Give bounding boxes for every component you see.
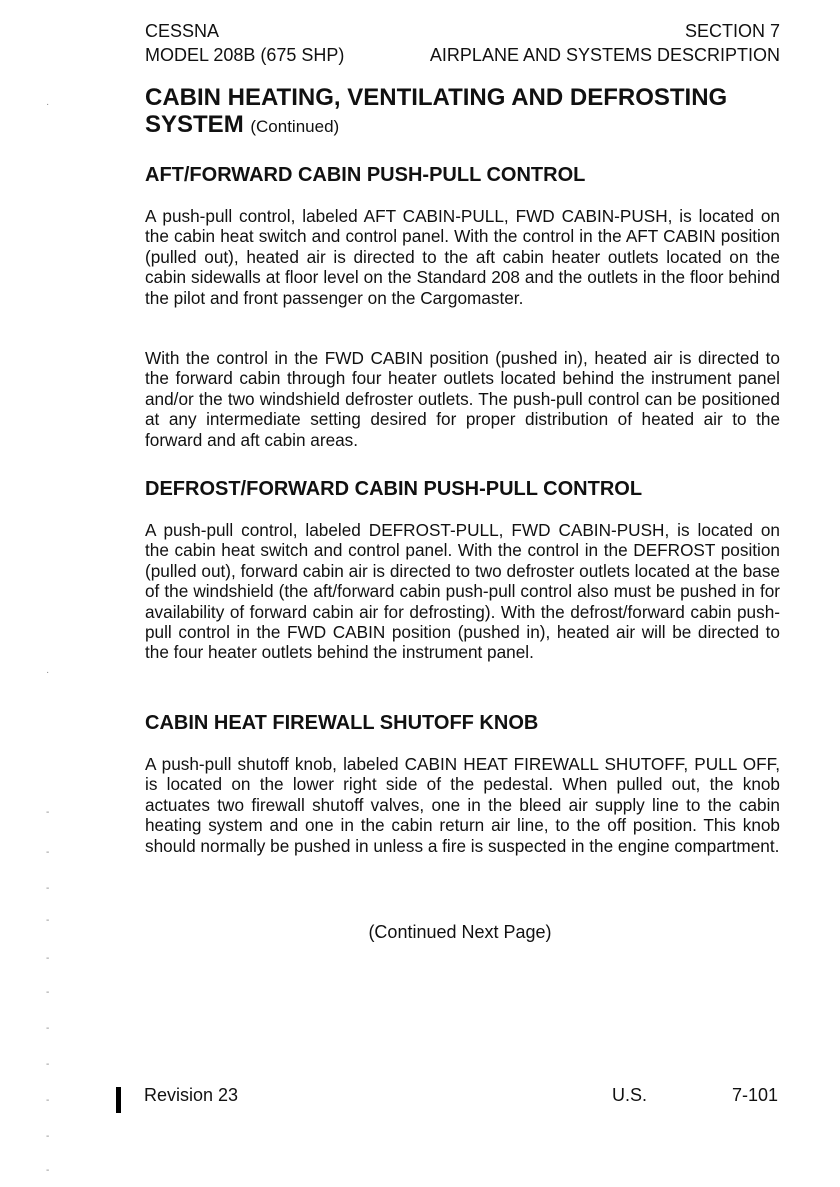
scan-artifact: -	[46, 883, 50, 894]
scan-artifact: ·	[46, 99, 50, 110]
section-heading-defrost-forward: DEFROST/FORWARD CABIN PUSH-PULL CONTROL	[145, 478, 643, 500]
revision-label: Revision 23	[144, 1085, 239, 1105]
page-number: 7-101	[732, 1085, 779, 1105]
page-title	[145, 84, 785, 140]
model-label: MODEL 208B (675 SHP)	[145, 45, 345, 65]
scan-artifact: -	[46, 953, 50, 964]
manufacturer-label: CESSNA	[145, 21, 220, 41]
section-heading-firewall-shutoff: CABIN HEAT FIREWALL SHUTOFF KNOB	[145, 712, 539, 734]
scan-artifact: -	[46, 847, 50, 858]
scan-artifact: -	[46, 1131, 50, 1142]
scan-artifact: -	[46, 987, 50, 998]
scan-artifact: ·	[46, 667, 50, 678]
section-heading-aft-forward: AFT/FORWARD CABIN PUSH-PULL CONTROL	[145, 164, 586, 186]
page-title-word: SYSTEM	[145, 111, 244, 138]
scan-artifact: -	[46, 807, 50, 818]
continued-next-page: (Continued Next Page)	[368, 922, 552, 942]
region-label: U.S.	[612, 1085, 648, 1105]
scan-artifact: -	[46, 1023, 50, 1034]
continued-note: (Continued)	[250, 117, 340, 136]
scan-artifact: -	[46, 915, 50, 926]
scan-artifact: -	[46, 1165, 50, 1176]
page-title-line-1: CABIN HEATING, VENTILATING AND DEFROSTING	[145, 84, 728, 111]
paragraph-aft-forward-1: A push-pull control, labeled AFT CABIN-PULL, FWD CABIN-PUSH, is located on the cabin heat switch and control panel. With the control in the AFT CABIN position (pulled out), heated air is directed to the aft cabin heater outlets located on the cabin sidewalls at floor level on the Standard 208 and the outlets in the floor behind the pilot and front passenger on the Cargomaster.	[145, 206, 780, 308]
scan-artifact: -	[46, 1095, 50, 1106]
section-title-label: AIRPLANE AND SYSTEMS DESCRIPTION	[429, 45, 780, 65]
paragraph-firewall-shutoff-1: A push-pull shutoff knob, labeled CABIN HEAT FIREWALL SHUTOFF, PULL OFF, is located on the lower right side of the pedestal. When pulled out, the knob actuates two firewall shutoff valves, one in the bleed air supply line to the cabin heating system and one in the cabin return air line, to the off position. This knob should normally be pushed in unless a fire is suspected in the engine compartment.	[145, 754, 780, 856]
scan-artifact: -	[46, 1059, 50, 1070]
paragraph-aft-forward-2: With the control in the FWD CABIN position (pushed in), heated air is directed to the forward cabin through four heater outlets located behind the instrument panel and/or the two windshield defroster outlets. The push-pull control can be positioned at any intermediate setting desired for proper distribution of heated air to the forward and aft cabin areas.	[145, 348, 780, 450]
page-title-line-2	[145, 111, 785, 140]
revision-bar	[116, 1087, 121, 1113]
section-label: SECTION 7	[684, 21, 780, 41]
paragraph-defrost-forward-1: A push-pull control, labeled DEFROST-PULL, FWD CABIN-PUSH, is located on the cabin heat switch and control panel. With the control in the DEFROST position (pulled out), forward cabin air is directed to two defroster outlets located at the base of the windshield (the aft/forward cabin push-pull control also must be pushed in for availability of forward cabin air for defrosting). With the defrost/forward cabin push-pull control in the FWD CABIN position (pushed in), heated air will be directed to the four heater outlets behind the instrument panel.	[145, 520, 780, 663]
